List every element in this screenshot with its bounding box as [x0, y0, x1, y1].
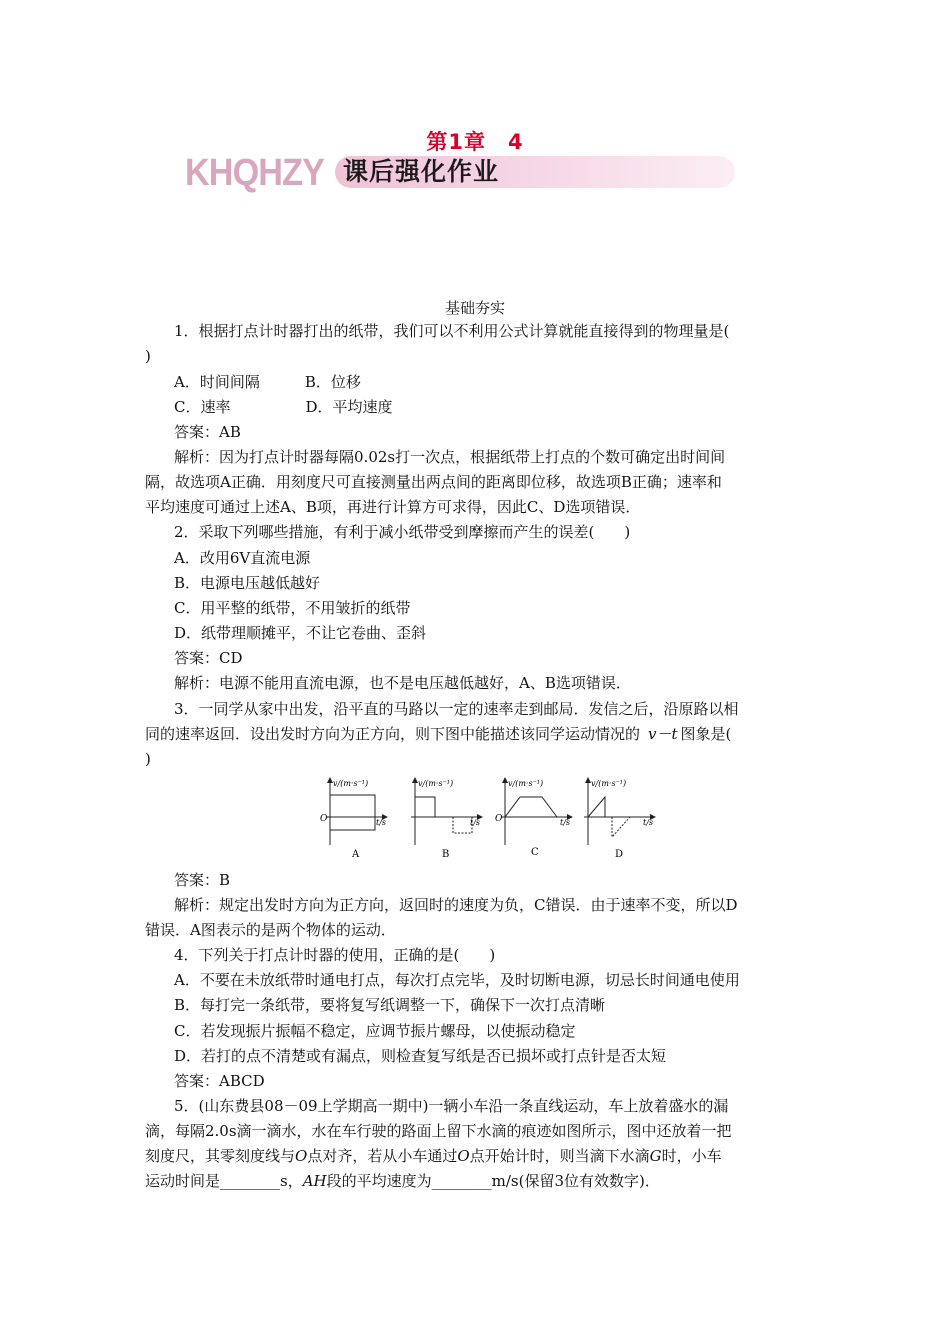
graph-a: [320, 779, 386, 860]
graph-d-v-label: v/(m·s⁻¹): [591, 779, 627, 788]
vt-graphs-figure: [320, 775, 660, 865]
q4-option-b: B．每打完一条纸带，要将复写纸调整一下，确保下一次打点清晰: [174, 996, 606, 1014]
q1-analysis: 解析：因为打点计时器每隔0.02s打一次点，根据纸带上打点的个数可确定出时间间: [174, 448, 726, 466]
q1-analysis-cont: 平均速度可通过上述A、B项，再进行计算方可求得，因此C、D选项错误．: [145, 498, 641, 516]
q4-answer: 答案：ABCD: [174, 1072, 265, 1090]
q5-text: 运动时间是________s，: [145, 1172, 303, 1190]
q5-stem-cont: 滴，每隔2.0s滴一滴水，水在车行驶的路面上留下水滴的痕迹如图所示，图中还放着一把: [145, 1122, 732, 1140]
q5-text: 时，小车: [661, 1147, 722, 1165]
q1-options-ab: A．时间间隔 B．位移: [174, 373, 361, 391]
q3-vt-symbol: v－t: [648, 725, 678, 743]
q2-stem: 2．采取下列哪些措施，有利于减小纸带受到摩擦而产生的误差( ): [174, 523, 631, 541]
q4-stem: 4．下列关于打点计时器的使用，正确的是( ): [174, 946, 496, 964]
q5-stem-cont: [145, 1170, 660, 1192]
q4-option-a: A．不要在未放纸带时通电打点，每次打点完毕，及时切断电源，切忌长时间通电使用: [174, 971, 740, 989]
graph-c-v-label: v/(m·s⁻¹): [508, 779, 544, 788]
graph-c: [495, 779, 570, 858]
graph-c-t-label: t/s: [560, 818, 571, 827]
q1-answer: 答案：AB: [174, 423, 241, 441]
section-title: 基础夯实: [444, 299, 505, 317]
q2-option-d: D．纸带理顺摊平，不让它卷曲、歪斜: [174, 624, 427, 642]
q3-stem-cont: ): [145, 750, 151, 768]
q1-stem: 1．根据打点计时器打出的纸带，我们可以不利用公式计算就能直接得到的物理量是(: [174, 322, 730, 340]
graph-b: [411, 779, 480, 860]
q3-stem-text: 同的速率返回．设出发时方向为正方向，则下图中能描述该同学运动情况的: [145, 725, 641, 743]
q3-analysis-cont: 错误．A图表示的是两个物体的运动．: [145, 921, 396, 939]
graph-a-origin: O: [320, 814, 328, 824]
banner-logo: KHQHZY: [185, 152, 325, 194]
q3-stem-end: 图象是(: [680, 725, 732, 743]
q5-text: 刻度尺，其零刻度线与: [145, 1147, 296, 1165]
graph-d-label: D: [615, 849, 624, 860]
homework-banner: [185, 152, 755, 197]
q5-text: 段的平均速度为________m/s(保留3位有效数字)．: [326, 1172, 660, 1190]
graph-d: [584, 779, 653, 860]
q1-options-cd: C．速率 D．平均速度: [174, 398, 393, 416]
q1-analysis-cont: 隔，故选项A正确．用刻度尺可直接测量出两点间的距离即位移，故选项B正确；速率和: [145, 473, 722, 491]
q5-stem-cont: [145, 1145, 722, 1167]
graph-a-t-label: t/s: [376, 818, 387, 827]
graph-b-v-label: v/(m·s⁻¹): [418, 779, 454, 788]
q5-stem: 5．(山东费县08－09上学期高一期中)一辆小车沿一条直线运动，车上放着盛水的漏: [174, 1097, 729, 1115]
graph-d-t-label: t/s: [643, 818, 654, 827]
graph-c-label: C: [531, 847, 539, 858]
q5-text: 点开始计时，则当滴下水滴: [469, 1147, 650, 1165]
q2-option-b: B．电源电压越低越好: [174, 574, 321, 592]
q3-analysis: 解析：规定出发时方向为正方向，返回时的速度为负，C错误．由于速率不变，所以D: [174, 896, 738, 914]
graph-c-origin: O: [495, 814, 503, 824]
q2-option-a: A．改用6V直流电源: [174, 549, 311, 567]
q5-point-o: O: [295, 1147, 308, 1165]
q5-point-o: O: [457, 1147, 470, 1165]
chapter-title: 第1章 4: [426, 130, 524, 154]
q3-stem-cont: [145, 723, 731, 745]
graph-b-label: B: [442, 849, 450, 860]
graph-a-label: A: [352, 849, 360, 860]
graph-b-t-label: t/s: [470, 818, 481, 827]
graph-a-v-label: v/(m·s⁻¹): [333, 779, 369, 788]
q5-text: 点对齐，若从小车通过: [307, 1147, 458, 1165]
q4-option-c: C．若发现振片振幅不稳定，应调节振片螺母，以使振动稳定: [174, 1022, 576, 1040]
q2-answer: 答案：CD: [174, 649, 243, 667]
q4-option-d: D．若打的点不清楚或有漏点，则检查复写纸是否已损坏或打点针是否太短: [174, 1047, 667, 1065]
q3-answer: 答案：B: [174, 871, 231, 889]
q3-stem: 3．一同学从家中出发，沿平直的马路以一定的速率走到邮局．发信之后，沿原路以相: [174, 700, 739, 718]
banner-title: 课后强化作业: [343, 157, 500, 186]
q5-point-g: G: [649, 1147, 662, 1165]
q2-option-c: C．用平整的纸带，不用皱折的纸带: [174, 599, 411, 617]
q2-analysis: 解析：电源不能用直流电源，也不是电压越低越好，A、B选项错误．: [174, 674, 631, 692]
q5-segment-ah: AH: [302, 1172, 327, 1190]
q1-stem-cont: ): [145, 347, 151, 365]
